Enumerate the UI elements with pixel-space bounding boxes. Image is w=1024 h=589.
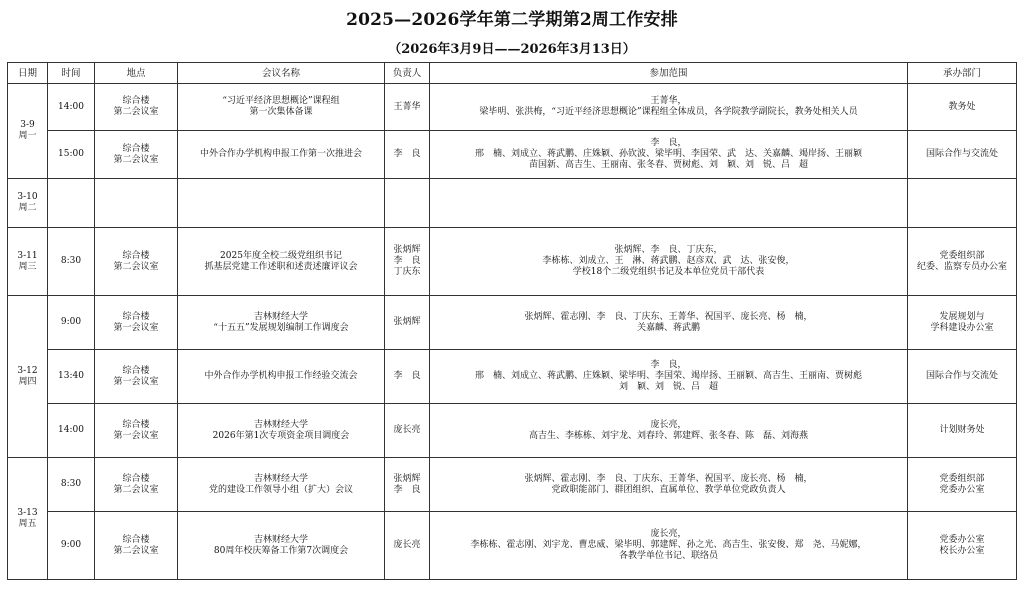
- place-cell-line: 综合楼: [122, 473, 150, 484]
- leader-cell: [385, 512, 430, 580]
- place-cell: [95, 404, 178, 458]
- meeting-name-cell-line: 中外合作办学机构申报工作第一次推进会: [199, 149, 362, 159]
- table-row: [8, 228, 1017, 296]
- meeting-name-cell-line: 吉林财经大学: [253, 473, 308, 484]
- place-cell: [95, 458, 178, 512]
- date-cell-line: 3-10: [17, 192, 38, 202]
- meeting-name-cell-line: “十五五”发展规划编制工作调度会: [213, 322, 349, 333]
- meeting-name-cell-line: “习近平经济思想概论”课程组: [222, 96, 340, 106]
- time-cell: 14:00: [48, 84, 95, 131]
- scope-cell-line: 庞长亮，: [650, 419, 687, 430]
- header-leader: 负责人: [385, 63, 430, 84]
- time-cell: 8:30: [48, 228, 95, 296]
- meeting-name-cell-line: 吉林财经大学: [253, 419, 308, 430]
- date-cell: [8, 179, 48, 228]
- header-department: 承办部门: [908, 63, 1017, 84]
- department-cell: [908, 350, 1017, 404]
- department-cell-line: 发展规划与: [939, 311, 985, 322]
- place-cell: [95, 228, 178, 296]
- table-row: [8, 131, 1017, 179]
- scope-cell-line: 各教学单位书记、联络员: [618, 551, 718, 561]
- table-row: [8, 179, 1017, 228]
- department-cell: [908, 512, 1017, 580]
- scope-cell-line: 刘 颖、刘 锐、吕 超: [618, 382, 718, 392]
- time-cell: 15:00: [48, 131, 95, 179]
- department-cell-line: 党委组织部: [939, 250, 985, 261]
- date-cell: [8, 84, 48, 179]
- department-cell-line: 党委办公室: [939, 534, 985, 545]
- leader-cell-line: 丁庆东: [393, 267, 421, 277]
- date-cell-line: 3-9: [20, 120, 35, 130]
- place-cell-line: 综合楼: [122, 96, 150, 106]
- leader-cell-line: 李 良: [393, 149, 421, 159]
- meeting-name-cell-line: 第一次集体备课: [249, 107, 313, 117]
- time-cell: [48, 179, 95, 228]
- table-row: [8, 84, 1017, 131]
- department-cell-line: 教务处: [948, 101, 976, 112]
- place-cell-line: 第二会议室: [113, 107, 159, 117]
- place-cell: [95, 512, 178, 580]
- place-cell: [95, 296, 178, 350]
- date-cell-line: 3-12: [17, 365, 38, 376]
- department-cell-line: 纪委、监察专员办公室: [916, 261, 1007, 272]
- table-row: [8, 350, 1017, 404]
- scope-cell: [430, 404, 908, 458]
- meeting-name-cell-line: 吉林财经大学: [253, 311, 308, 322]
- leader-cell: [385, 350, 430, 404]
- department-cell-line: 国际合作与交流处: [925, 371, 998, 381]
- place-cell-line: 综合楼: [122, 419, 150, 430]
- leader-cell-line: 李 良: [393, 484, 421, 495]
- date-cell-line: 3-13: [17, 507, 38, 518]
- scope-cell-line: 庞长亮，: [650, 529, 687, 539]
- scope-cell-line: 邢 楠、刘成立、蒋武鹏、庄姝颖、孙钦波、梁毕明、李国荣、武 达、关嘉麟、竭岸扬、王丽颖: [474, 149, 862, 159]
- meeting-name-cell: [178, 131, 385, 179]
- scope-cell-line: 邢 楠、刘成立、蒋武鹏、庄姝颖、梁毕明、李国荣、竭岸扬、王丽颖、高吉生、王丽南、贾树彪: [474, 371, 862, 381]
- department-cell: [908, 179, 1017, 228]
- scope-cell: [430, 458, 908, 512]
- date-cell: [8, 458, 48, 580]
- scope-cell: [430, 350, 908, 404]
- meeting-name-cell-line: 吉林财经大学: [253, 534, 308, 545]
- place-cell-line: 第二会议室: [113, 154, 159, 165]
- time-cell: 13:40: [48, 350, 95, 404]
- place-cell-line: 综合楼: [122, 534, 150, 545]
- meeting-name-cell: [178, 228, 385, 296]
- meeting-name-cell-line: 中外合作办学机构申报工作经验交流会: [204, 371, 358, 381]
- scope-cell-line: 李 良，: [650, 138, 687, 148]
- department-cell: [908, 228, 1017, 296]
- page-title: 2025—2026学年第二学期第2周工作安排: [346, 10, 678, 30]
- table-row: [8, 512, 1017, 580]
- scope-cell-line: 李 良，: [650, 360, 687, 370]
- leader-cell-line: 张炳辉: [393, 245, 421, 255]
- place-cell-line: 第二会议室: [113, 261, 159, 272]
- scope-cell: [430, 84, 908, 131]
- scope-cell: [430, 296, 908, 350]
- department-cell: [908, 131, 1017, 179]
- place-cell-line: 第二会议室: [113, 545, 159, 556]
- leader-cell: [385, 131, 430, 179]
- scope-cell-line: 张炳辉、李 良、丁庆东，: [614, 245, 723, 255]
- scope-cell-line: 王菁华，: [650, 96, 687, 106]
- scope-cell-line: 张炳辉、霍志刚、李 良、丁庆东、王菁华、祝国平、庞长亮、杨 楠，: [524, 473, 813, 484]
- time-cell: 9:00: [48, 296, 95, 350]
- place-cell: [95, 350, 178, 404]
- date-cell-line: 周四: [18, 376, 37, 387]
- place-cell-line: 第一会议室: [113, 376, 159, 387]
- department-cell-line: 学科建设办公室: [930, 322, 994, 333]
- leader-cell-line: 李 良: [393, 256, 421, 266]
- meeting-name-cell: [178, 179, 385, 228]
- department-cell: [908, 84, 1017, 131]
- department-cell: [908, 458, 1017, 512]
- header-row: [8, 63, 1017, 84]
- leader-cell-line: 王菁华: [393, 101, 421, 112]
- department-cell-line: 校长办公室: [939, 545, 985, 556]
- time-cell: 14:00: [48, 404, 95, 458]
- leader-cell: [385, 179, 430, 228]
- header-meeting-name: 会议名称: [178, 63, 385, 84]
- header-place: 地点: [95, 63, 178, 84]
- scope-cell-line: 张炳辉、霍志刚、李 良、丁庆东、王菁华、祝国平、庞长亮、杨 楠，: [524, 311, 813, 322]
- header-date: 日期: [8, 63, 48, 84]
- scope-cell-line: 李栋栋、刘成立、王 淋、蒋武鹏、赵彦双、武 达、张安俊，: [542, 256, 795, 266]
- leader-cell: [385, 458, 430, 512]
- date-cell: [8, 296, 48, 458]
- date-cell-line: 周五: [18, 518, 37, 529]
- scope-cell-line: 梁毕明、张洪梅，“习近平经济思想概论”课程组全体成员，各学院教学副院长，教务处相关人员: [479, 107, 858, 117]
- time-cell: 9:00: [48, 512, 95, 580]
- header-scope: 参加范围: [430, 63, 908, 84]
- leader-cell-line: 李 良: [393, 371, 421, 381]
- table-row: [8, 458, 1017, 512]
- department-cell-line: 计划财务处: [939, 425, 985, 435]
- department-cell-line: 党委办公室: [939, 484, 985, 495]
- place-cell-line: 综合楼: [122, 365, 150, 376]
- place-cell-line: 第二会议室: [113, 484, 159, 495]
- meeting-name-cell-line: 党的建设工作领导小组（扩大）会议: [208, 484, 353, 495]
- department-cell-line: 国际合作与交流处: [925, 149, 998, 159]
- place-cell-line: 综合楼: [122, 143, 150, 154]
- meeting-name-cell: [178, 404, 385, 458]
- date-cell-line: 3-11: [17, 250, 38, 261]
- department-cell-line: 党委组织部: [939, 473, 985, 484]
- scope-cell: [430, 228, 908, 296]
- leader-cell: [385, 404, 430, 458]
- meeting-name-cell: [178, 84, 385, 131]
- scope-cell: [430, 131, 908, 179]
- header-time: 时间: [48, 63, 95, 84]
- scope-cell: [430, 512, 908, 580]
- place-cell-line: 第一会议室: [113, 430, 159, 441]
- date-range-subtitle: （2026年3月9日——2026年3月13日）: [388, 42, 636, 57]
- table-row: [8, 296, 1017, 350]
- place-cell-line: 综合楼: [122, 311, 150, 322]
- time-cell: 8:30: [48, 458, 95, 512]
- scope-cell-line: 党政职能部门、群团组织、直属单位、教学单位党政负责人: [551, 484, 786, 495]
- scope-cell-line: 学校18个二级党组织书记及本单位党员干部代表: [572, 267, 765, 277]
- meeting-name-cell-line: 抓基层党建工作述职和述责述廉评议会: [204, 261, 358, 272]
- scope-cell-line: 李栋栋、霍志刚、刘宇龙、曹忠威、梁毕明、郭建辉、孙之光、高吉生、张安俊、郑 尧、马妮娜，: [470, 540, 867, 550]
- place-cell-line: 第一会议室: [113, 322, 159, 333]
- department-cell: [908, 404, 1017, 458]
- place-cell: [95, 84, 178, 131]
- meeting-name-cell-line: 2026年第1次专项资金项目调度会: [212, 430, 350, 441]
- table-row: [8, 404, 1017, 458]
- scope-cell-line: 关嘉麟、蒋武鹏: [636, 322, 700, 333]
- date-cell-line: 周一: [18, 131, 37, 141]
- schedule-table: [7, 62, 1017, 580]
- leader-cell-line: 张炳辉: [393, 473, 421, 484]
- department-cell: [908, 296, 1017, 350]
- leader-cell-line: 庞长亮: [393, 425, 421, 435]
- leader-cell: [385, 296, 430, 350]
- meeting-name-cell: [178, 458, 385, 512]
- leader-cell: [385, 228, 430, 296]
- scope-cell-line: 苗国新、高吉生、王丽南、张冬春、贾树彪、刘 颖、刘 锐、吕 超: [528, 160, 808, 170]
- scope-cell-line: 高吉生、李栋栋、刘宇龙、刘春玲、郭建辉、张冬春、陈 磊、刘海燕: [528, 430, 808, 441]
- place-cell: [95, 131, 178, 179]
- meeting-name-cell-line: 80周年校庆筹备工作第7次调度会: [213, 545, 349, 556]
- leader-cell-line: 庞长亮: [393, 540, 421, 550]
- date-cell-line: 周三: [18, 261, 37, 272]
- place-cell-line: 综合楼: [122, 250, 150, 261]
- leader-cell-line: 张炳辉: [393, 317, 421, 327]
- meeting-name-cell: [178, 350, 385, 404]
- place-cell: [95, 179, 178, 228]
- meeting-name-cell-line: 2025年度全校二级党组织书记: [220, 250, 342, 261]
- scope-cell: [430, 179, 908, 228]
- meeting-name-cell: [178, 296, 385, 350]
- leader-cell: [385, 84, 430, 131]
- date-cell: [8, 228, 48, 296]
- date-cell-line: 周二: [18, 203, 37, 213]
- meeting-name-cell: [178, 512, 385, 580]
